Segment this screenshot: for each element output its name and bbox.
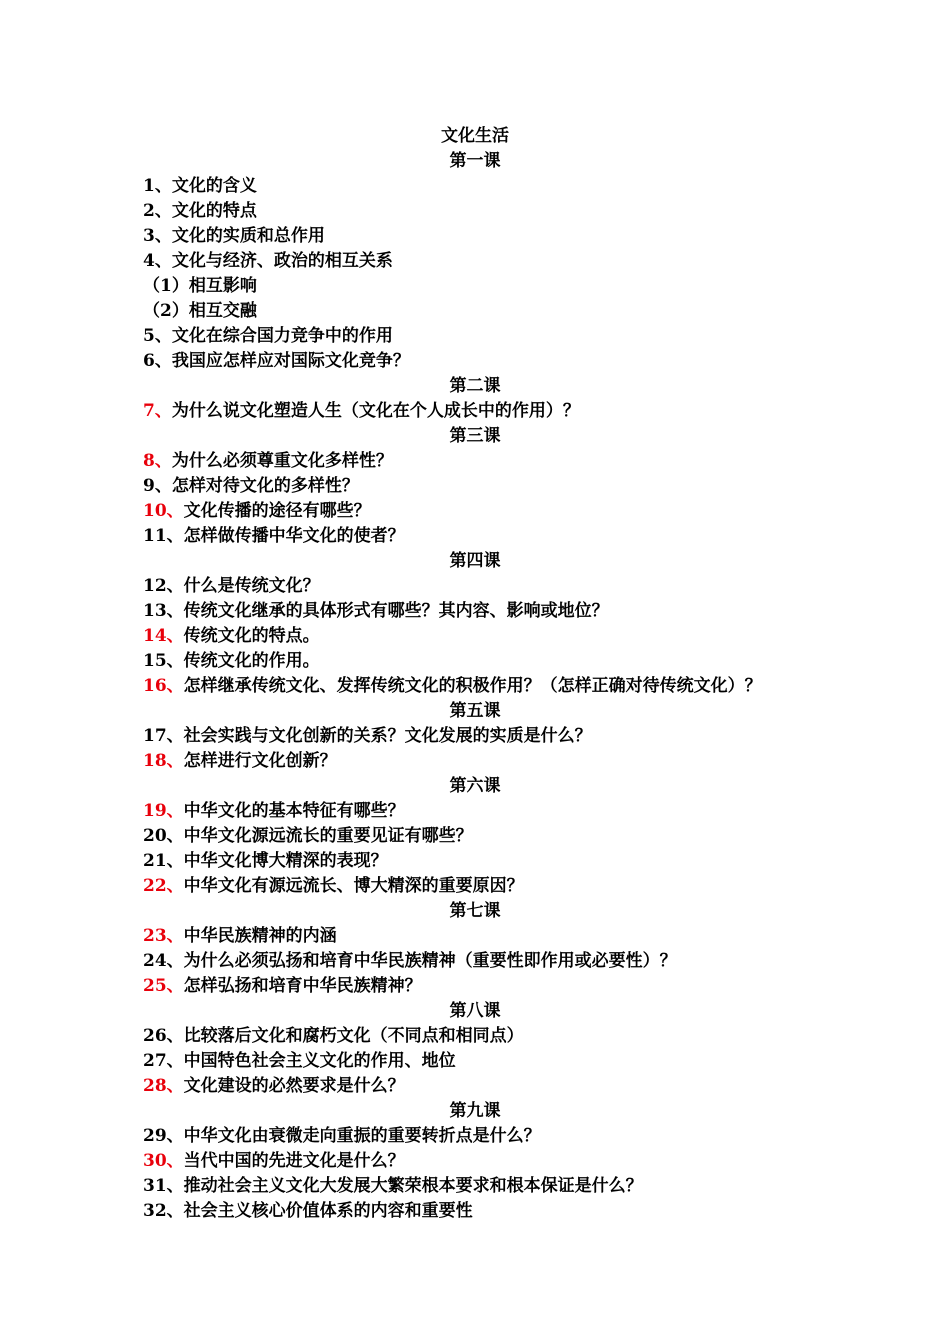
question-text: 为什么说文化塑造人生（文化在个人成长中的作用）？	[171, 401, 580, 421]
question-item	[143, 1049, 823, 1074]
question-text: 社会主义核心价值体系的内容和重要性	[183, 1201, 473, 1221]
question-text: 中华文化源远流长的重要见证有哪些？	[183, 826, 473, 846]
question-text: 传统文化的特点。	[183, 626, 320, 646]
question-separator: 、	[166, 676, 184, 696]
question-text: 文化的含义	[171, 176, 257, 196]
question-number: 8	[143, 451, 155, 471]
question-separator: 、	[166, 1051, 184, 1071]
question-text: 文化的特点	[171, 201, 257, 221]
question-item	[143, 624, 823, 649]
question-separator: 、	[154, 226, 172, 246]
question-separator: 、	[166, 1076, 184, 1096]
question-separator: 、	[166, 1026, 184, 1046]
question-item	[143, 674, 823, 699]
question-separator: 、	[166, 501, 184, 521]
lesson-heading: 第六课	[449, 776, 501, 796]
question-separator: 、	[166, 1126, 184, 1146]
question-separator: 、	[166, 851, 184, 871]
question-number: 32	[143, 1201, 167, 1221]
question-separator: 、	[166, 1151, 184, 1171]
question-item	[143, 824, 823, 849]
question-number: 27	[143, 1051, 167, 1071]
question-separator: 、	[166, 926, 184, 946]
question-text: 文化建设的必然要求是什么？	[183, 1076, 405, 1096]
question-item	[143, 874, 823, 899]
question-number: 30	[143, 1151, 167, 1171]
question-item	[143, 749, 823, 774]
question-item	[143, 799, 823, 824]
question-item	[143, 1199, 823, 1224]
question-text: 我国应怎样应对国际文化竞争？	[171, 351, 410, 371]
question-item	[143, 224, 823, 249]
question-number: 11	[143, 526, 167, 546]
question-separator: 、	[154, 351, 172, 371]
lesson-heading: 第五课	[449, 701, 501, 721]
question-number: 24	[143, 951, 167, 971]
question-separator: 、	[154, 201, 172, 221]
lesson-heading: 第九课	[449, 1101, 501, 1121]
question-separator: 、	[154, 176, 172, 196]
question-text: 比较落后文化和腐朽文化（不同点和相同点）	[183, 1026, 524, 1046]
question-separator: 、	[166, 1176, 184, 1196]
question-text: 为什么必须尊重文化多样性？	[171, 451, 393, 471]
question-number: 29	[143, 1126, 167, 1146]
question-text: 文化的实质和总作用	[171, 226, 325, 246]
question-number: 10	[143, 501, 167, 521]
question-number: 6	[143, 351, 155, 371]
question-number: 2	[143, 201, 155, 221]
question-item	[143, 174, 823, 199]
question-number: 15	[143, 651, 167, 671]
question-item	[143, 524, 823, 549]
question-number: 23	[143, 926, 167, 946]
question-separator: 、	[166, 651, 184, 671]
question-text: 中华文化博大精深的表现？	[183, 851, 388, 871]
question-number: 14	[143, 626, 167, 646]
question-item	[143, 1024, 823, 1049]
question-separator: 、	[166, 726, 184, 746]
question-item	[143, 649, 823, 674]
question-number: 5	[143, 326, 155, 346]
question-separator: 、	[166, 601, 184, 621]
lesson-heading: 第三课	[449, 426, 501, 446]
question-number: 25	[143, 976, 167, 996]
question-separator: 、	[166, 626, 184, 646]
question-separator: 、	[166, 576, 184, 596]
question-text: 中华文化由衰微走向重振的重要转折点是什么？	[183, 1126, 541, 1146]
question-text: 当代中国的先进文化是什么？	[183, 1151, 405, 1171]
question-item	[143, 724, 823, 749]
question-number: 22	[143, 876, 167, 896]
question-item	[143, 1174, 823, 1199]
question-item	[143, 1149, 823, 1174]
question-text: 怎样弘扬和培育中华民族精神？	[183, 976, 422, 996]
question-number: 16	[143, 676, 167, 696]
question-separator: 、	[166, 751, 184, 771]
question-number: 9	[143, 476, 155, 496]
lesson-heading: 第二课	[449, 376, 501, 396]
question-item	[143, 924, 823, 949]
question-text: 怎样做传播中华文化的使者？	[183, 526, 405, 546]
question-separator: 、	[166, 951, 184, 971]
question-number: 7	[143, 401, 155, 421]
question-text: 中华文化的基本特征有哪些？	[183, 801, 405, 821]
question-number: 26	[143, 1026, 167, 1046]
question-text: 中国特色社会主义文化的作用、地位	[183, 1051, 456, 1071]
question-number: 19	[143, 801, 167, 821]
question-item	[143, 399, 823, 424]
lesson-heading: 第一课	[449, 151, 501, 171]
question-item	[143, 199, 823, 224]
question-separator: 、	[154, 476, 172, 496]
document-title: 文化生活	[441, 126, 509, 146]
question-number: 17	[143, 726, 167, 746]
question-number: 31	[143, 1176, 167, 1196]
question-item	[143, 974, 823, 999]
question-text: 推动社会主义文化大发展大繁荣根本要求和根本保证是什么？	[183, 1176, 643, 1196]
question-separator: 、	[166, 1201, 184, 1221]
question-number: 28	[143, 1076, 167, 1096]
question-text: 传统文化继承的具体形式有哪些？其内容、影响或地位？	[183, 601, 609, 621]
sub-item: （2）相互交融	[143, 301, 257, 321]
question-text: 文化传播的途径有哪些？	[183, 501, 371, 521]
question-number: 18	[143, 751, 167, 771]
lesson-heading: 第四课	[449, 551, 501, 571]
lesson-heading: 第八课	[449, 1001, 501, 1021]
question-separator: 、	[166, 976, 184, 996]
question-text: 中华文化有源远流长、博大精深的重要原因？	[183, 876, 524, 896]
question-number: 4	[143, 251, 155, 271]
question-separator: 、	[166, 876, 184, 896]
question-text: 社会实践与文化创新的关系？文化发展的实质是什么？	[183, 726, 592, 746]
question-separator: 、	[154, 401, 172, 421]
question-item	[143, 849, 823, 874]
question-number: 13	[143, 601, 167, 621]
question-separator: 、	[166, 526, 184, 546]
question-separator: 、	[166, 826, 184, 846]
sub-item: （1）相互影响	[143, 276, 257, 296]
lesson-heading: 第七课	[449, 901, 501, 921]
question-separator: 、	[154, 251, 172, 271]
question-item	[143, 349, 823, 374]
question-item	[143, 499, 823, 524]
question-separator: 、	[154, 326, 172, 346]
question-text: 怎样继承传统文化、发挥传统文化的积极作用？（怎样正确对待传统文化）？	[183, 676, 762, 696]
question-text: 怎样对待文化的多样性？	[171, 476, 359, 496]
question-text: 传统文化的作用。	[183, 651, 320, 671]
question-number: 1	[143, 176, 155, 196]
question-text: 文化在综合国力竞争中的作用	[171, 326, 393, 346]
question-number: 21	[143, 851, 167, 871]
question-item	[143, 949, 823, 974]
question-separator: 、	[166, 801, 184, 821]
question-item	[143, 474, 823, 499]
question-separator: 、	[154, 451, 172, 471]
question-item	[143, 574, 823, 599]
question-item	[143, 324, 823, 349]
question-text: 文化与经济、政治的相互关系	[171, 251, 393, 271]
question-item	[143, 1074, 823, 1099]
question-text: 为什么必须弘扬和培育中华民族精神（重要性即作用或必要性）？	[183, 951, 677, 971]
question-text: 中华民族精神的内涵	[183, 926, 337, 946]
question-text: 什么是传统文化？	[183, 576, 320, 596]
question-number: 20	[143, 826, 167, 846]
question-item	[143, 1124, 823, 1149]
question-item	[143, 599, 823, 624]
document-content	[143, 124, 823, 1224]
question-number: 3	[143, 226, 155, 246]
question-number: 12	[143, 576, 167, 596]
question-item	[143, 249, 823, 274]
question-text: 怎样进行文化创新？	[183, 751, 337, 771]
question-item	[143, 449, 823, 474]
